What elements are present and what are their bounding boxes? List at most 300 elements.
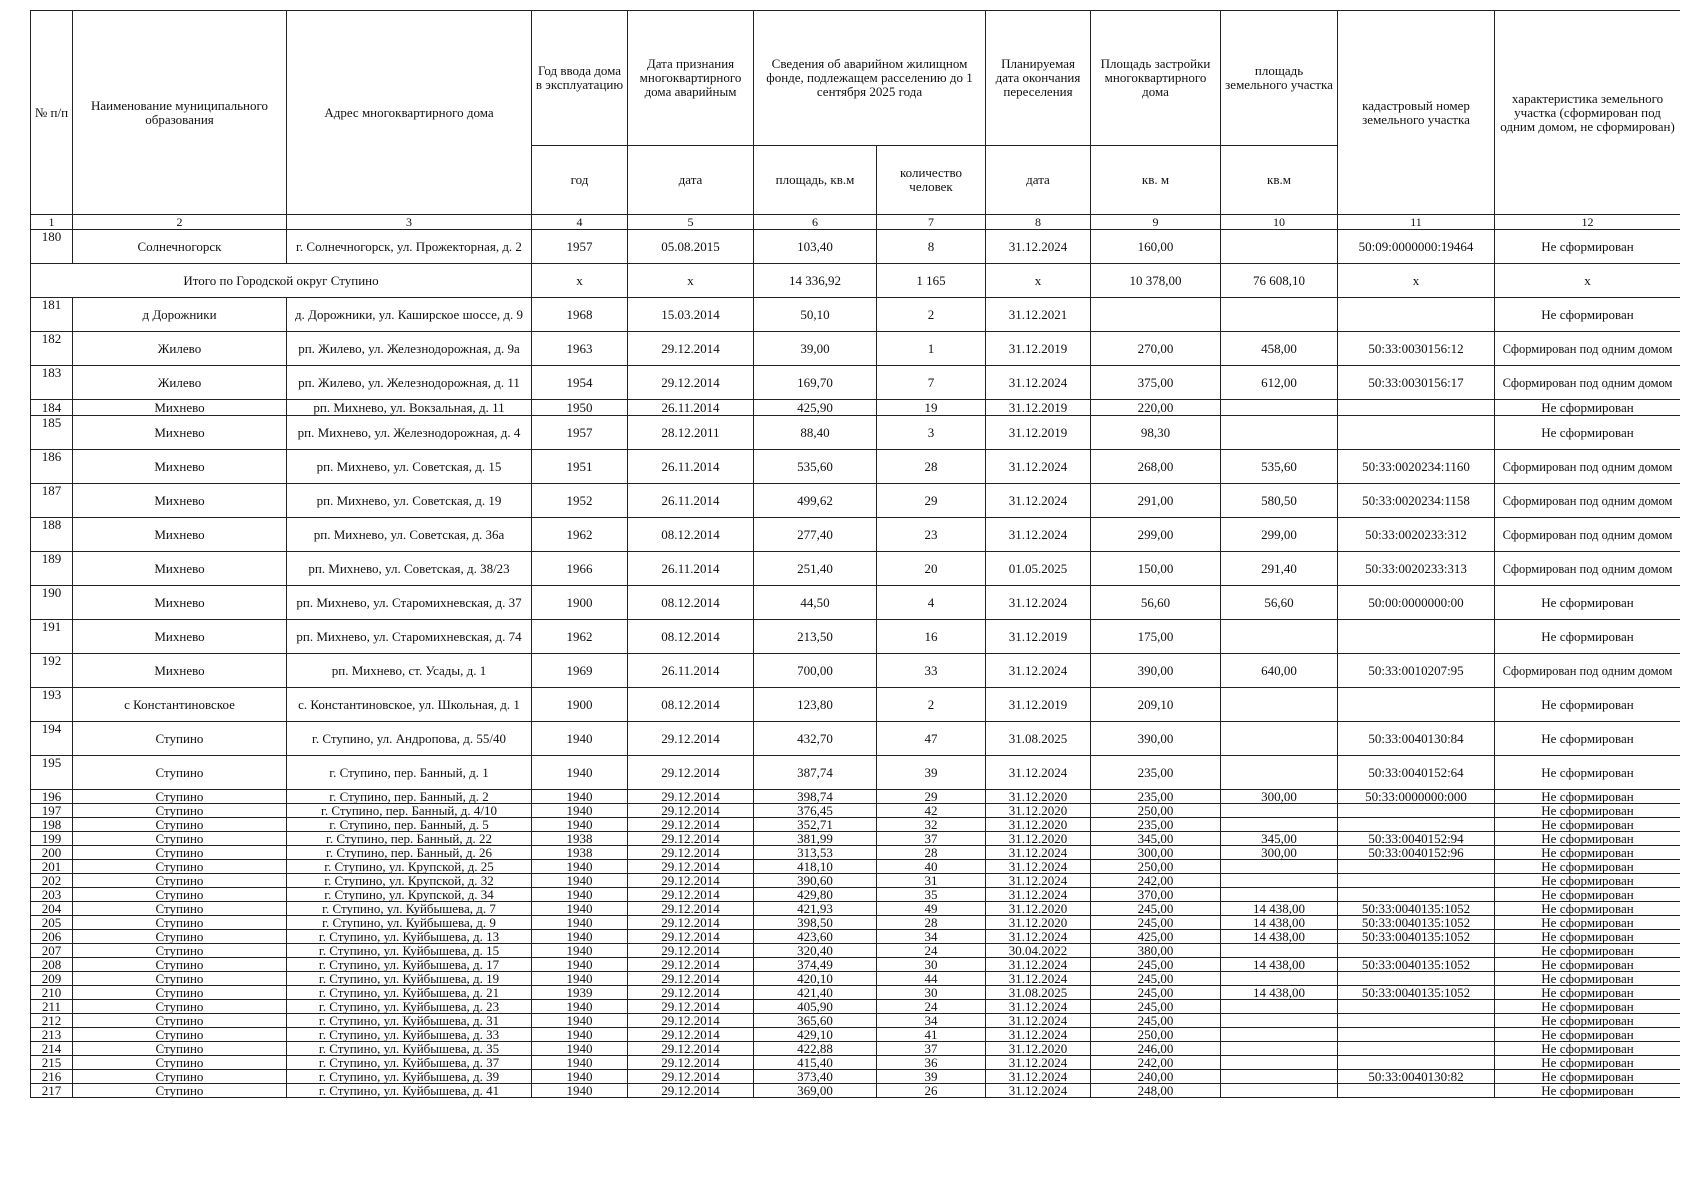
recognition-date-cell: 29.12.2014	[628, 1056, 754, 1070]
built-area-cell: 425,00	[1091, 930, 1221, 944]
land-area-cell	[1221, 1084, 1338, 1098]
row-number: 186	[31, 450, 73, 484]
year-cell: 1940	[532, 944, 628, 958]
land-area-cell: 14 438,00	[1221, 902, 1338, 916]
total-people-cell: 1 165	[877, 264, 986, 298]
people-cell: 3	[877, 416, 986, 450]
land-status-cell: Не сформирован	[1495, 1028, 1680, 1042]
land-area-cell	[1221, 860, 1338, 874]
planned-date-cell: 31.12.2020	[986, 916, 1091, 930]
land-area-cell: 458,00	[1221, 332, 1338, 366]
cadastral-cell	[1338, 1014, 1495, 1028]
row-number: 189	[31, 552, 73, 586]
planned-date-cell: 31.12.2019	[986, 332, 1091, 366]
year-cell: 1962	[532, 518, 628, 552]
row-number: 194	[31, 722, 73, 756]
area-cell: 422,88	[754, 1042, 877, 1056]
planned-date-cell: 31.08.2025	[986, 722, 1091, 756]
land-status-cell: Не сформирован	[1495, 1042, 1680, 1056]
year-cell: 1940	[532, 1070, 628, 1084]
table-row	[31, 620, 1681, 654]
address-cell: г. Ступино, ул. Куйбышева, д. 17	[287, 958, 532, 972]
land-status-cell: Не сформирован	[1495, 790, 1680, 804]
recognition-date-cell: 29.12.2014	[628, 846, 754, 860]
year-cell: 1940	[532, 1014, 628, 1028]
recognition-date-cell: 08.12.2014	[628, 586, 754, 620]
table-row	[31, 1014, 1681, 1028]
year-cell: 1940	[532, 1000, 628, 1014]
column-number: 2	[73, 215, 287, 230]
planned-date-cell: 31.12.2024	[986, 518, 1091, 552]
built-area-cell: 235,00	[1091, 818, 1221, 832]
area-cell: 373,40	[754, 1070, 877, 1084]
row-number: 207	[31, 944, 73, 958]
area-cell: 313,53	[754, 846, 877, 860]
municipality-cell: Михнево	[73, 552, 287, 586]
year-cell: 1969	[532, 654, 628, 688]
recognition-date-cell: 29.12.2014	[628, 1028, 754, 1042]
header-planned-group: Планируемая дата окончания переселения	[986, 11, 1091, 146]
land-area-cell: 580,50	[1221, 484, 1338, 518]
land-area-cell	[1221, 1014, 1338, 1028]
people-cell: 44	[877, 972, 986, 986]
built-area-cell: 270,00	[1091, 332, 1221, 366]
total-row	[31, 264, 1681, 298]
header-year-group: Год ввода дома в эксплуатацию	[532, 11, 628, 146]
people-cell: 49	[877, 902, 986, 916]
header-num: № п/п	[31, 11, 73, 215]
municipality-cell: Ступино	[73, 1084, 287, 1098]
municipality-cell: Ступино	[73, 818, 287, 832]
area-cell: 365,60	[754, 1014, 877, 1028]
header-year-sub: год	[532, 146, 628, 215]
built-area-cell: 245,00	[1091, 916, 1221, 930]
built-area-cell: 175,00	[1091, 620, 1221, 654]
address-cell: рп. Михнево, ул. Советская, д. 15	[287, 450, 532, 484]
planned-date-cell: 31.12.2020	[986, 818, 1091, 832]
row-number: 184	[31, 400, 73, 416]
planned-date-cell: 31.12.2020	[986, 1042, 1091, 1056]
cadastral-cell: 50:33:0020233:312	[1338, 518, 1495, 552]
year-cell: 1940	[532, 916, 628, 930]
municipality-cell: Ступино	[73, 944, 287, 958]
address-cell: рп. Михнево, ул. Вокзальная, д. 11	[287, 400, 532, 416]
recognition-date-cell: 26.11.2014	[628, 484, 754, 518]
planned-date-cell: 31.12.2024	[986, 860, 1091, 874]
planned-date-cell: 31.12.2019	[986, 620, 1091, 654]
municipality-cell: Ступино	[73, 860, 287, 874]
table-row	[31, 986, 1681, 1000]
header-planned-sub: дата	[986, 146, 1091, 215]
table-row	[31, 722, 1681, 756]
row-number: 208	[31, 958, 73, 972]
built-area-cell: 245,00	[1091, 902, 1221, 916]
address-cell: г. Ступино, ул. Крупской, д. 32	[287, 874, 532, 888]
column-number: 9	[1091, 215, 1221, 230]
column-number: 7	[877, 215, 986, 230]
table-row	[31, 832, 1681, 846]
table-row	[31, 972, 1681, 986]
address-cell: рп. Жилево, ул. Железнодорожная, д. 11	[287, 366, 532, 400]
municipality-cell: Михнево	[73, 416, 287, 450]
address-cell: г. Ступино, ул. Куйбышева, д. 31	[287, 1014, 532, 1028]
recognition-date-cell: 29.12.2014	[628, 756, 754, 790]
recognition-date-cell: 05.08.2015	[628, 230, 754, 264]
area-cell: 405,90	[754, 1000, 877, 1014]
area-cell: 88,40	[754, 416, 877, 450]
planned-date-cell: 31.12.2024	[986, 1014, 1091, 1028]
built-area-cell: 56,60	[1091, 586, 1221, 620]
address-cell: рп. Жилево, ул. Железнодорожная, д. 9а	[287, 332, 532, 366]
area-cell: 352,71	[754, 818, 877, 832]
address-cell: г. Ступино, ул. Куйбышева, д. 19	[287, 972, 532, 986]
area-cell: 423,60	[754, 930, 877, 944]
people-cell: 34	[877, 930, 986, 944]
row-number: 206	[31, 930, 73, 944]
address-cell: г. Ступино, ул. Крупской, д. 34	[287, 888, 532, 902]
cadastral-cell: 50:33:0000000:000	[1338, 790, 1495, 804]
people-cell: 41	[877, 1028, 986, 1042]
address-cell: рп. Михнево, ул. Советская, д. 19	[287, 484, 532, 518]
recognition-date-cell: 29.12.2014	[628, 1000, 754, 1014]
municipality-cell: Михнево	[73, 484, 287, 518]
year-cell: 1940	[532, 790, 628, 804]
cadastral-cell	[1338, 818, 1495, 832]
people-cell: 2	[877, 688, 986, 722]
people-cell: 28	[877, 450, 986, 484]
table-row	[31, 818, 1681, 832]
land-area-cell	[1221, 944, 1338, 958]
cadastral-cell	[1338, 298, 1495, 332]
cadastral-cell: 50:33:0040152:94	[1338, 832, 1495, 846]
municipality-cell: Ступино	[73, 958, 287, 972]
municipality-cell: Ступино	[73, 930, 287, 944]
year-cell: 1950	[532, 400, 628, 416]
land-area-cell: 345,00	[1221, 832, 1338, 846]
total-area-cell: 14 336,92	[754, 264, 877, 298]
people-cell: 28	[877, 916, 986, 930]
municipality-cell: Ступино	[73, 874, 287, 888]
column-number: 11	[1338, 215, 1495, 230]
recognition-date-cell: 29.12.2014	[628, 332, 754, 366]
cadastral-cell	[1338, 1084, 1495, 1098]
area-cell: 429,10	[754, 1028, 877, 1042]
cadastral-cell	[1338, 1042, 1495, 1056]
people-cell: 39	[877, 1070, 986, 1084]
cadastral-cell: 50:09:0000000:19464	[1338, 230, 1495, 264]
year-cell: 1900	[532, 586, 628, 620]
table-row	[31, 552, 1681, 586]
cadastral-cell	[1338, 620, 1495, 654]
land-area-cell: 300,00	[1221, 790, 1338, 804]
land-area-cell: 535,60	[1221, 450, 1338, 484]
year-cell: 1952	[532, 484, 628, 518]
recognition-date-cell: 29.12.2014	[628, 874, 754, 888]
table-row	[31, 888, 1681, 902]
cadastral-cell	[1338, 888, 1495, 902]
people-cell: 34	[877, 1014, 986, 1028]
area-cell: 429,80	[754, 888, 877, 902]
table-row	[31, 230, 1681, 264]
land-status-cell: Не сформирован	[1495, 916, 1680, 930]
recognition-date-cell: 29.12.2014	[628, 958, 754, 972]
row-number: 213	[31, 1028, 73, 1042]
land-status-cell: Не сформирован	[1495, 756, 1680, 790]
column-number: 4	[532, 215, 628, 230]
built-area-cell: 240,00	[1091, 1070, 1221, 1084]
municipality-cell: Ступино	[73, 1014, 287, 1028]
area-cell: 320,40	[754, 944, 877, 958]
recognition-date-cell: 29.12.2014	[628, 818, 754, 832]
planned-date-cell: 31.12.2024	[986, 930, 1091, 944]
header-fund-group: Сведения об аварийном жилищном фонде, подлежащем расселению до 1 сентября 2025 года	[754, 11, 986, 146]
built-area-cell: 370,00	[1091, 888, 1221, 902]
row-number: 185	[31, 416, 73, 450]
cadastral-cell: 50:33:0040152:96	[1338, 846, 1495, 860]
header-people-sub: количество человек	[877, 146, 986, 215]
municipality-cell: Ступино	[73, 902, 287, 916]
recognition-date-cell: 29.12.2014	[628, 860, 754, 874]
cadastral-cell	[1338, 1028, 1495, 1042]
cadastral-cell: 50:33:0020233:313	[1338, 552, 1495, 586]
address-cell: с. Константиновское, ул. Школьная, д. 1	[287, 688, 532, 722]
year-cell: 1938	[532, 832, 628, 846]
header-address: Адрес многоквартирного дома	[287, 11, 532, 215]
cadastral-cell: 50:33:0040130:82	[1338, 1070, 1495, 1084]
planned-date-cell: 31.12.2020	[986, 790, 1091, 804]
column-number: 1	[31, 215, 73, 230]
area-cell: 277,40	[754, 518, 877, 552]
built-area-cell: 245,00	[1091, 958, 1221, 972]
land-status-cell: Не сформирован	[1495, 586, 1680, 620]
recognition-date-cell: 08.12.2014	[628, 620, 754, 654]
header-built-sub: кв. м	[1091, 146, 1221, 215]
municipality-cell: Ступино	[73, 1000, 287, 1014]
year-cell: 1940	[532, 1028, 628, 1042]
recognition-date-cell: 29.12.2014	[628, 804, 754, 818]
people-cell: 31	[877, 874, 986, 888]
land-area-cell: 56,60	[1221, 586, 1338, 620]
built-area-cell: 235,00	[1091, 756, 1221, 790]
municipality-cell: д Дорожники	[73, 298, 287, 332]
table-row	[31, 1000, 1681, 1014]
area-cell: 50,10	[754, 298, 877, 332]
row-number: 181	[31, 298, 73, 332]
address-cell: г. Ступино, ул. Куйбышева, д. 41	[287, 1084, 532, 1098]
planned-date-cell: 31.12.2019	[986, 688, 1091, 722]
address-cell: рп. Михнево, ул. Советская, д. 36а	[287, 518, 532, 552]
row-number: 211	[31, 1000, 73, 1014]
recognition-date-cell: 26.11.2014	[628, 654, 754, 688]
address-cell: рп. Михнево, ул. Старомихневская, д. 37	[287, 586, 532, 620]
land-area-cell	[1221, 804, 1338, 818]
area-cell: 381,99	[754, 832, 877, 846]
land-status-cell: Не сформирован	[1495, 860, 1680, 874]
land-area-cell	[1221, 298, 1338, 332]
row-number: 200	[31, 846, 73, 860]
land-status-cell: Не сформирован	[1495, 874, 1680, 888]
land-area-cell	[1221, 818, 1338, 832]
planned-date-cell: 31.12.2024	[986, 484, 1091, 518]
planned-date-cell: 31.12.2020	[986, 902, 1091, 916]
column-number: 12	[1495, 215, 1680, 230]
area-cell: 425,90	[754, 400, 877, 416]
row-number: 180	[31, 230, 73, 264]
year-cell: 1940	[532, 860, 628, 874]
total-land-area-cell: 76 608,10	[1221, 264, 1338, 298]
area-cell: 420,10	[754, 972, 877, 986]
table-body	[31, 230, 1681, 1098]
area-cell: 415,40	[754, 1056, 877, 1070]
land-area-cell	[1221, 230, 1338, 264]
planned-date-cell: 31.12.2024	[986, 888, 1091, 902]
year-cell: 1940	[532, 756, 628, 790]
table-row	[31, 916, 1681, 930]
row-number: 195	[31, 756, 73, 790]
land-area-cell	[1221, 1056, 1338, 1070]
built-area-cell: 291,00	[1091, 484, 1221, 518]
table-header	[31, 11, 1681, 230]
land-status-cell: Не сформирован	[1495, 804, 1680, 818]
people-cell: 29	[877, 484, 986, 518]
people-cell: 39	[877, 756, 986, 790]
year-cell: 1940	[532, 874, 628, 888]
land-area-cell	[1221, 400, 1338, 416]
table-row	[31, 930, 1681, 944]
row-number: 212	[31, 1014, 73, 1028]
header-cadastral: кадастровый номер земельного участка	[1338, 11, 1495, 215]
municipality-cell: Михнево	[73, 620, 287, 654]
header-area-sub: площадь, кв.м	[754, 146, 877, 215]
cadastral-cell: 50:33:0040152:64	[1338, 756, 1495, 790]
recognition-date-cell: 29.12.2014	[628, 832, 754, 846]
cadastral-cell	[1338, 860, 1495, 874]
land-status-cell: Сформирован под одним домом	[1495, 518, 1680, 552]
row-number: 216	[31, 1070, 73, 1084]
recognition-date-cell: 29.12.2014	[628, 972, 754, 986]
people-cell: 24	[877, 944, 986, 958]
built-area-cell: 209,10	[1091, 688, 1221, 722]
year-cell: 1957	[532, 230, 628, 264]
municipality-cell: Ступино	[73, 916, 287, 930]
total-cadastral-cell: х	[1338, 264, 1495, 298]
planned-date-cell: 31.12.2024	[986, 1056, 1091, 1070]
area-cell: 390,60	[754, 874, 877, 888]
cadastral-cell	[1338, 1056, 1495, 1070]
land-status-cell: Сформирован под одним домом	[1495, 552, 1680, 586]
land-area-cell: 299,00	[1221, 518, 1338, 552]
total-land-status-cell: х	[1495, 264, 1680, 298]
built-area-cell: 235,00	[1091, 790, 1221, 804]
land-status-cell: Не сформирован	[1495, 832, 1680, 846]
recognition-date-cell: 29.12.2014	[628, 1014, 754, 1028]
planned-date-cell: 31.12.2019	[986, 416, 1091, 450]
area-cell: 374,49	[754, 958, 877, 972]
area-cell: 169,70	[754, 366, 877, 400]
municipality-cell: Ступино	[73, 888, 287, 902]
land-status-cell: Не сформирован	[1495, 620, 1680, 654]
address-cell: г. Ступино, пер. Банный, д. 1	[287, 756, 532, 790]
municipality-cell: Михнево	[73, 518, 287, 552]
address-cell: г. Ступино, пер. Банный, д. 22	[287, 832, 532, 846]
year-cell: 1962	[532, 620, 628, 654]
address-cell: г. Ступино, ул. Андропова, д. 55/40	[287, 722, 532, 756]
cadastral-cell	[1338, 416, 1495, 450]
year-cell: 1900	[532, 688, 628, 722]
land-status-cell: Не сформирован	[1495, 688, 1680, 722]
address-cell: г. Ступино, пер. Банный, д. 4/10	[287, 804, 532, 818]
people-cell: 26	[877, 1084, 986, 1098]
recognition-date-cell: 29.12.2014	[628, 722, 754, 756]
planned-date-cell: 31.12.2024	[986, 366, 1091, 400]
row-number: 202	[31, 874, 73, 888]
municipality-cell: Ступино	[73, 1028, 287, 1042]
people-cell: 4	[877, 586, 986, 620]
row-number: 198	[31, 818, 73, 832]
row-number: 205	[31, 916, 73, 930]
recognition-date-cell: 26.11.2014	[628, 552, 754, 586]
planned-date-cell: 31.12.2020	[986, 832, 1091, 846]
municipality-cell: Михнево	[73, 400, 287, 416]
table-row	[31, 958, 1681, 972]
year-cell: 1940	[532, 1056, 628, 1070]
people-cell: 37	[877, 832, 986, 846]
header-date-group: Дата признания многоквартирного дома аварийным	[628, 11, 754, 146]
total-built-area-cell: 10 378,00	[1091, 264, 1221, 298]
land-status-cell: Не сформирован	[1495, 400, 1680, 416]
municipality-cell: Ступино	[73, 1070, 287, 1084]
built-area-cell: 242,00	[1091, 1056, 1221, 1070]
area-cell: 369,00	[754, 1084, 877, 1098]
area-cell: 421,40	[754, 986, 877, 1000]
people-cell: 47	[877, 722, 986, 756]
year-cell: 1954	[532, 366, 628, 400]
address-cell: г. Ступино, ул. Куйбышева, д. 15	[287, 944, 532, 958]
year-cell: 1940	[532, 930, 628, 944]
land-status-cell: Не сформирован	[1495, 986, 1680, 1000]
people-cell: 16	[877, 620, 986, 654]
area-cell: 398,74	[754, 790, 877, 804]
recognition-date-cell: 29.12.2014	[628, 944, 754, 958]
area-cell: 39,00	[754, 332, 877, 366]
address-cell: г. Ступино, ул. Куйбышева, д. 39	[287, 1070, 532, 1084]
land-status-cell: Не сформирован	[1495, 1070, 1680, 1084]
document-sheet	[30, 10, 1680, 1200]
built-area-cell: 250,00	[1091, 860, 1221, 874]
area-cell: 535,60	[754, 450, 877, 484]
people-cell: 32	[877, 818, 986, 832]
address-cell: г. Ступино, пер. Банный, д. 2	[287, 790, 532, 804]
built-area-cell: 299,00	[1091, 518, 1221, 552]
planned-date-cell: 31.12.2024	[986, 756, 1091, 790]
planned-date-cell: 31.12.2024	[986, 958, 1091, 972]
people-cell: 33	[877, 654, 986, 688]
planned-date-cell: 31.12.2024	[986, 654, 1091, 688]
built-area-cell: 98,30	[1091, 416, 1221, 450]
land-area-cell	[1221, 756, 1338, 790]
land-status-cell: Не сформирован	[1495, 944, 1680, 958]
municipality-cell: Ступино	[73, 846, 287, 860]
built-area-cell: 390,00	[1091, 654, 1221, 688]
header-date-sub: дата	[628, 146, 754, 215]
table-row	[31, 902, 1681, 916]
municipality-cell: Ступино	[73, 756, 287, 790]
header-municipality: Наименование муниципального образования	[73, 11, 287, 215]
recognition-date-cell: 08.12.2014	[628, 688, 754, 722]
recognition-date-cell: 15.03.2014	[628, 298, 754, 332]
land-area-cell	[1221, 1028, 1338, 1042]
column-number: 10	[1221, 215, 1338, 230]
